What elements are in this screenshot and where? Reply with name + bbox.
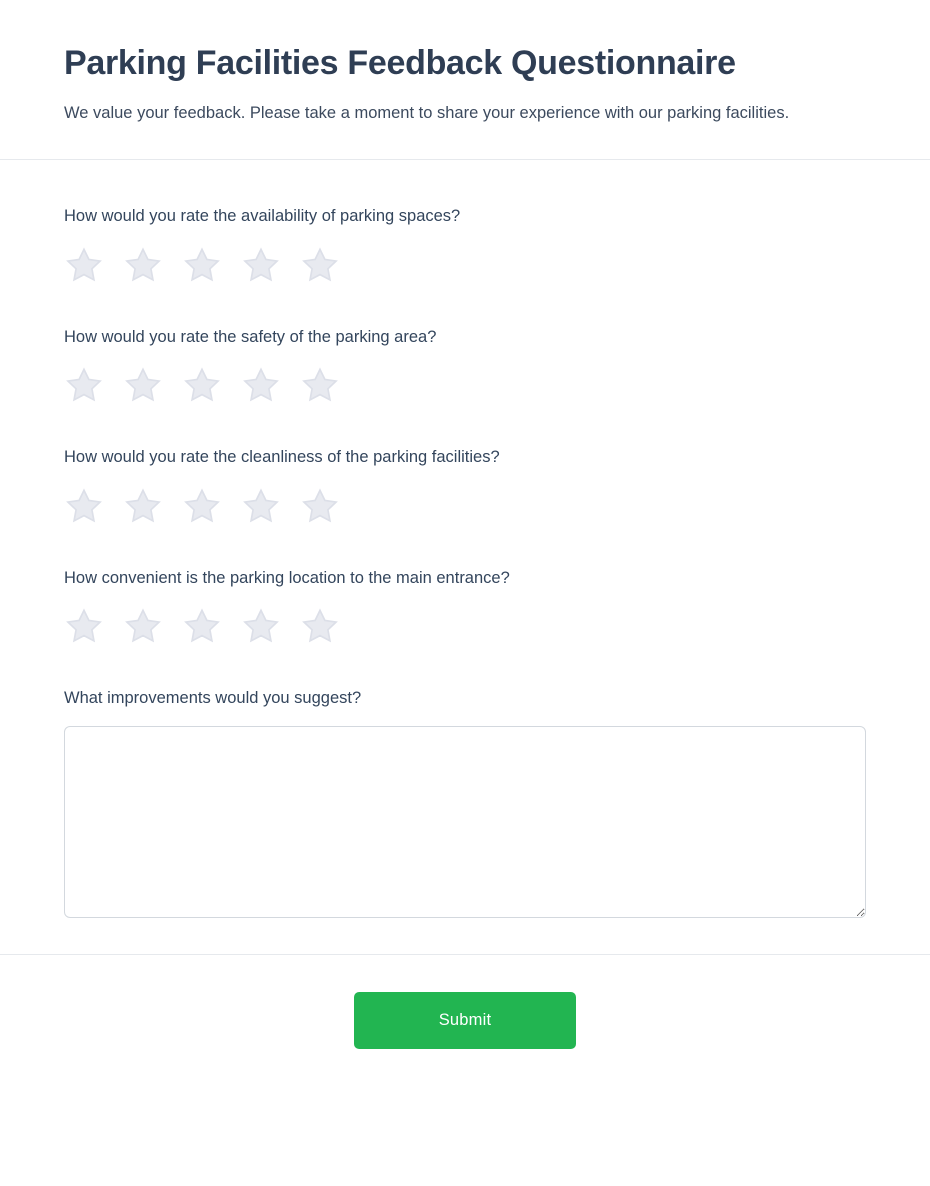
star-icon[interactable] bbox=[182, 365, 222, 405]
form-footer bbox=[0, 954, 930, 1089]
submit-button[interactable]: Submit bbox=[354, 992, 576, 1049]
star-icon[interactable] bbox=[241, 245, 281, 285]
rating-stars-convenience[interactable] bbox=[64, 606, 866, 646]
star-icon[interactable] bbox=[182, 606, 222, 646]
question-label: How would you rate the availability of parking spaces? bbox=[64, 207, 461, 226]
star-icon[interactable] bbox=[64, 365, 104, 405]
star-icon[interactable] bbox=[64, 606, 104, 646]
question-label: How would you rate the safety of the parking area? bbox=[64, 327, 437, 346]
star-icon[interactable] bbox=[300, 245, 340, 285]
question-block-safety bbox=[64, 327, 866, 405]
star-icon[interactable] bbox=[241, 606, 281, 646]
page-subtitle: We value your feedback. Please take a moment to share your experience with our parking facilities. bbox=[64, 104, 790, 123]
improvements-textarea[interactable] bbox=[64, 726, 866, 918]
question-label: What improvements would you suggest? bbox=[64, 689, 362, 708]
rating-stars-availability[interactable] bbox=[64, 245, 866, 285]
star-icon[interactable] bbox=[123, 606, 163, 646]
form-header bbox=[0, 0, 930, 160]
star-icon[interactable] bbox=[64, 486, 104, 526]
question-block-availability bbox=[64, 206, 866, 284]
star-icon[interactable] bbox=[300, 486, 340, 526]
question-block-cleanliness bbox=[64, 447, 866, 525]
rating-stars-safety[interactable] bbox=[64, 365, 866, 405]
rating-stars-cleanliness[interactable] bbox=[64, 486, 866, 526]
star-icon[interactable] bbox=[123, 245, 163, 285]
star-icon[interactable] bbox=[300, 365, 340, 405]
star-icon[interactable] bbox=[300, 606, 340, 646]
form-body bbox=[0, 160, 930, 918]
question-label: How convenient is the parking location to the main entrance? bbox=[64, 568, 510, 587]
page-title: Parking Facilities Feedback Questionnaire bbox=[64, 44, 736, 82]
star-icon[interactable] bbox=[123, 486, 163, 526]
star-icon[interactable] bbox=[182, 486, 222, 526]
question-block-improvements bbox=[64, 688, 866, 918]
question-block-convenience bbox=[64, 568, 866, 646]
star-icon[interactable] bbox=[64, 245, 104, 285]
question-label: How would you rate the cleanliness of the parking facilities? bbox=[64, 448, 500, 467]
star-icon[interactable] bbox=[182, 245, 222, 285]
star-icon[interactable] bbox=[123, 365, 163, 405]
star-icon[interactable] bbox=[241, 486, 281, 526]
star-icon[interactable] bbox=[241, 365, 281, 405]
